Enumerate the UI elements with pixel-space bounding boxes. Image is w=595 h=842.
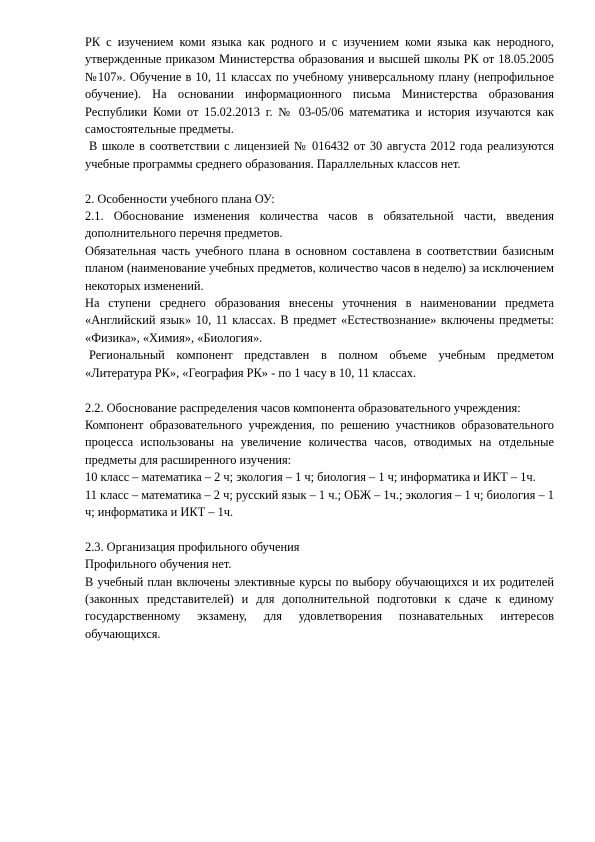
section-2-3-heading: 2.3. Организация профильного обучения	[85, 539, 300, 554]
spacer	[85, 382, 554, 399]
intro-paragraph-1: РК с изучением коми языка как родного и с изучением коми языка как неродного, утвержденные приказом Министерства образования и высшей школы РК от 18.05.2005 №107». Обучение в 10, 11 классах по учебному универсальному плану (непрофильное обучение). На основании информационного письма Министерства образования Республики Коми от 15.02.2013 г. № 03-05/06 математика и история изучаются как самостоятельные предметы.	[85, 35, 554, 137]
section-2-1-paragraph-1: Обязательная часть учебного плана в основном составлена в соответствии базисным планом (наименование учебных предметов, количество часов в неделю) за исключением некоторых изменений.	[85, 243, 554, 293]
section-2-2-paragraph-1: Компонент образовательного учреждения, по решению участников образовательного процесса использованы на увеличение количества часов, отводимых на отдельные предметы для расширенного изучения:	[85, 417, 554, 467]
spacer	[85, 173, 554, 190]
section-2-2-paragraph-3: 11 класс – математика – 2 ч; русский язык – 1 ч.; ОБЖ – 1ч.; экология – 1 ч; биология – 1 ч; информатика и ИКТ – 1ч.	[85, 487, 554, 519]
section-2-1-paragraph-3: Региональный компонент представлен в полном объеме учебным предметом «Литература РК», «География РК» - по 1 часу в 10, 11 классах.	[85, 348, 554, 380]
spacer	[85, 521, 554, 538]
section-2-1-paragraph-2: На ступени среднего образования внесены уточнения в наименовании предмета «Английский язык» 10, 11 классах. В предмет «Естествознание» включены предметы: «Физика», «Химия», «Биология».	[85, 296, 554, 345]
section-2-1-heading: 2.1. Обоснование изменения количества часов в обязательной части, введения дополнительного перечня предметов.	[85, 209, 554, 241]
section-2-3-paragraph-2: В учебный план включены элективные курсы по выбору обучающихся и их родителей (законных представителей) и для дополнительной подготовки к сдаче к единому государственному экзамену, для удовлетворения познавательных интересов обучающихся.	[85, 574, 554, 641]
section-2-2-heading: 2.2. Обоснование распределения часов компонента образовательного учреждения:	[85, 400, 521, 415]
section-2-2-paragraph-2: 10 класс – математика – 2 ч; экология – 1 ч; биология – 1 ч; информатика и ИКТ – 1ч.	[85, 470, 536, 485]
section-2-3-paragraph-1: Профильного обучения нет.	[85, 557, 232, 572]
section-2-heading: 2. Особенности учебного плана ОУ:	[85, 191, 275, 206]
intro-paragraph-2: В школе в соответствии с лицензией № 016432 от 30 августа 2012 года реализуются учебные программы среднего образования. Параллельных классов нет.	[85, 139, 554, 171]
